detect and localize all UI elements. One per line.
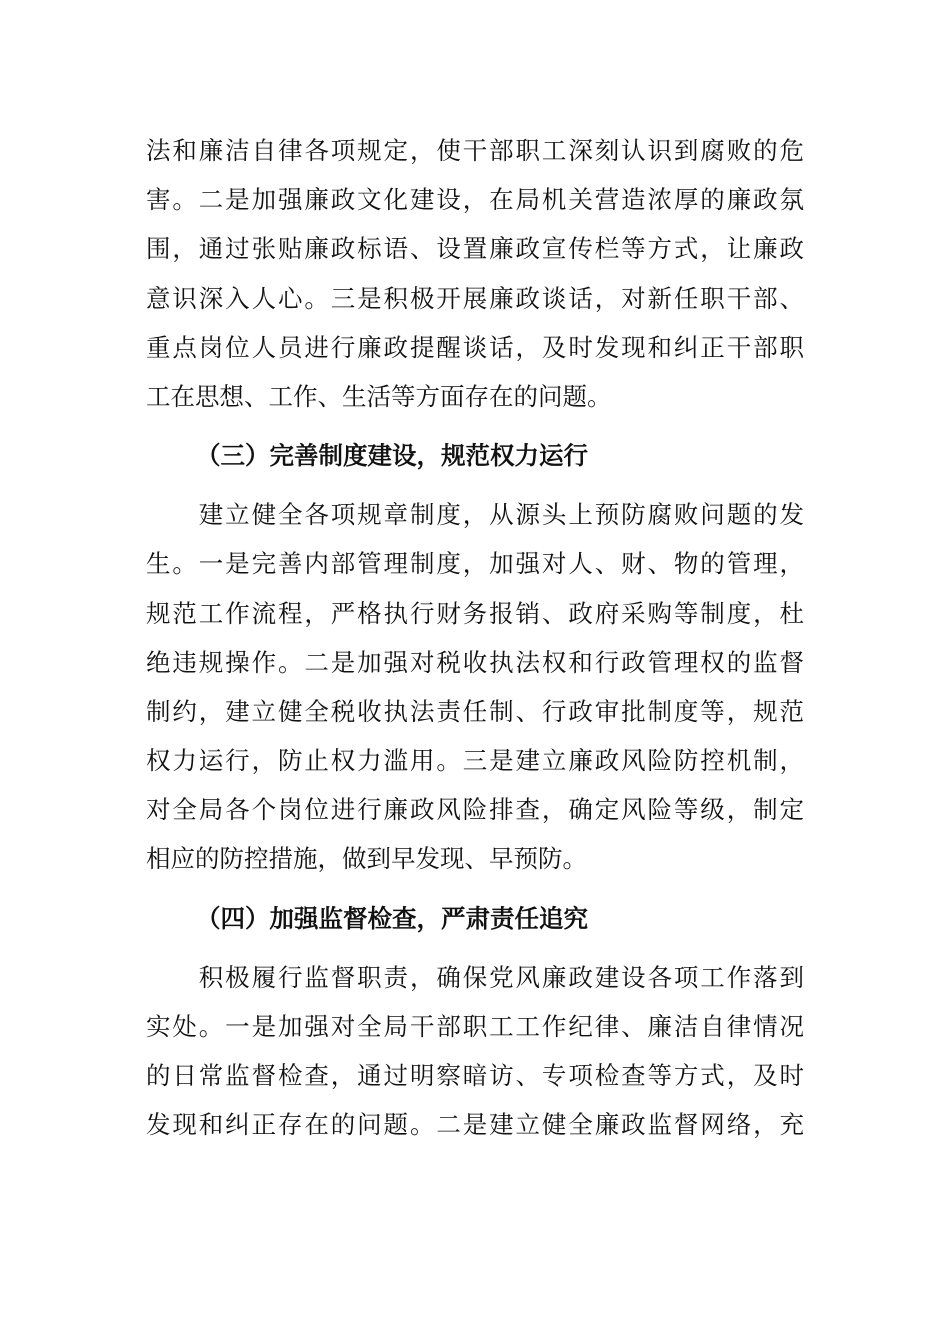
paragraph-3: [146, 953, 804, 1150]
paragraph-1: [146, 126, 804, 421]
text-line: 建立健全各项规章制度，从源头上预防腐败问题的发: [146, 500, 804, 530]
text-line: 积极履行监督职责，确保党风廉政建设各项工作落到: [146, 962, 804, 992]
section-heading-3: （三）完善制度建设，规范权力运行: [196, 441, 588, 471]
document-body: [146, 126, 804, 1149]
text-line: 重点岗位人员进行廉政提醒谈话，及时发现和纠正干部职: [146, 332, 804, 362]
text-line: 相应的防控措施，做到早发现、早预防。: [146, 844, 587, 874]
text-line: 的日常监督检查，通过明察暗访、专项检查等方式，及时: [146, 1061, 804, 1090]
text-line: 对全局各个岗位进行廉政风险排查，确定风险等级，制定: [146, 795, 804, 825]
text-line: 发现和纠正存在的问题。二是建立健全廉政监督网络，充: [146, 1110, 804, 1140]
section-heading-4: （四）加强监督检查，严肃责任追究: [196, 903, 588, 933]
text-line: 生。一是完善内部管理制度，加强对人、财、物的管理，: [146, 549, 804, 579]
text-line: 实处。一是加强对全局干部职工工作纪律、廉洁自律情况: [146, 1011, 804, 1041]
text-line: 害。二是加强廉政文化建设，在局机关营造浓厚的廉政氛: [146, 185, 804, 215]
text-line: 意识深入人心。三是积极开展廉政谈话，对新任职干部、: [146, 283, 804, 313]
text-line: 制约，建立健全税收执法责任制、行政审批制度等，规范: [146, 696, 804, 726]
paragraph-2: [146, 490, 804, 884]
text-line: 绝违规操作。二是加强对税收执法权和行政管理权的监督: [146, 647, 804, 677]
text-line: 工在思想、工作、生活等方面存在的问题。: [146, 381, 612, 411]
text-line: 法和廉洁自律各项规定，使干部职工深刻认识到腐败的危: [146, 136, 804, 165]
text-line: 权力运行，防止权力滥用。三是建立廉政风险防控机制，: [146, 746, 804, 776]
text-line: 围，通过张贴廉政标语、设置廉政宣传栏等方式，让廉政: [146, 234, 804, 264]
text-line: 规范工作流程，严格执行财务报销、政府采购等制度，杜: [146, 598, 804, 628]
